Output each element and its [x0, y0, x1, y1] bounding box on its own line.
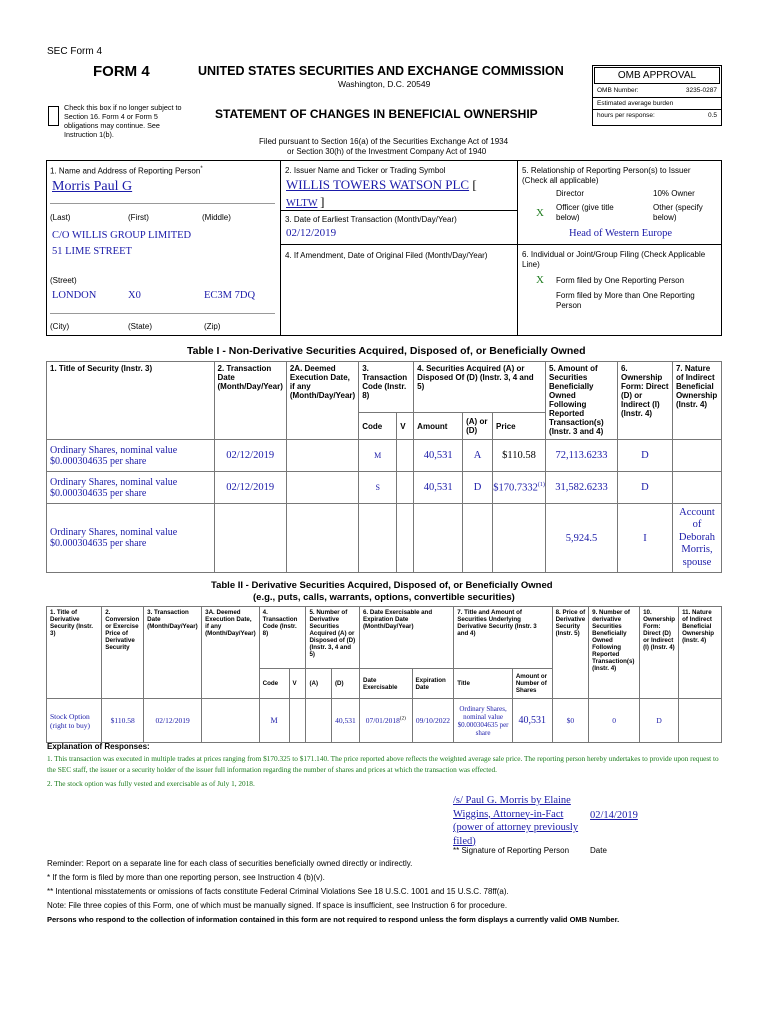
one-reporting-person-label: Form filed by One Reporting Person	[556, 276, 685, 285]
signature-label: ** Signature of Reporting Person	[453, 846, 570, 855]
t1-r2-title: Ordinary Shares, nominal value $0.000304635 per share	[47, 504, 215, 573]
t1-r2-form: I	[617, 504, 672, 573]
note-double-star: ** Intentional misstatements or omissions of facts constitute Federal Criminal Violations See 18 U.S.C. 1001 and 15 U.S.C. 78ff(a).	[47, 887, 509, 896]
officer-title: Head of Western Europe	[569, 228, 673, 239]
derivative-table	[46, 606, 722, 743]
t1-ad: (A) or (D)	[463, 413, 493, 440]
t2-r0-date: 02/12/2019	[144, 699, 202, 743]
middle-label: (Middle)	[202, 213, 231, 222]
box5-label: 5. Relationship of Reporting Person(s) to Issuer (Check all applicable)	[522, 166, 691, 185]
box1-star: *	[200, 166, 203, 172]
t2-h4: 4. Transaction Code (Instr. 8)	[259, 607, 306, 669]
t2-title: Title	[454, 669, 513, 699]
earliest-transaction-date: 02/12/2019	[286, 227, 337, 239]
first-label: (First)	[128, 213, 149, 222]
t1-r1-code: S	[359, 472, 397, 504]
omb-approval-box	[592, 65, 722, 126]
persons-respond-text: Persons who respond to the collection of information contained in this form are not required to respond unless the form displays a currently valid OMB Number.	[47, 915, 620, 924]
t1-r2-nature: Account of Deborah Morris, spouse	[672, 504, 721, 573]
t1-r1-form: D	[617, 472, 672, 504]
no-longer-subject-checkbox[interactable]	[48, 106, 59, 126]
one-person-check-mark: X	[536, 274, 544, 286]
issuer-name-link[interactable]: WILLIS TOWERS WATSON PLC	[286, 177, 470, 192]
street-label: (Street)	[50, 276, 77, 285]
t2-h3a: 3A. Deemed Execution Date, if any (Month/Day/Year)	[202, 607, 260, 699]
t1-r1-owned: 31,582.6233	[546, 472, 618, 504]
reporting-person-name[interactable]: Morris Paul G	[52, 179, 133, 194]
t2-amount: Amount or Number of Shares	[512, 669, 552, 699]
state-label: (State)	[128, 322, 153, 331]
t1-r0-owned: 72,113.6233	[546, 440, 618, 472]
t1-r1-date: 02/12/2019	[214, 472, 286, 504]
checkbox-text: Check this box if no longer subject to Section 16. Form 4 or Form 5 obligations may continue. See Instruction 1(b).	[64, 103, 182, 139]
box4-label: 4. If Amendment, Date of Original Filed (Month/Day/Year)	[285, 251, 488, 260]
t1-r1-title: Ordinary Shares, nominal value $0.000304635 per share	[47, 472, 215, 504]
date-label: Date	[590, 846, 607, 855]
ticker-close: ]	[320, 194, 325, 209]
table1-title: Table I - Non-Derivative Securities Acquired, Disposed of, or Beneficially Owned	[187, 345, 586, 357]
t2-r0-form: D	[640, 699, 679, 743]
t1-h7: 7. Nature of Indirect Beneficial Ownership (Instr. 4)	[672, 362, 721, 440]
footnote-1: 1. This transaction was executed in multiple trades at prices ranging from $170.325 to $171.140. The price reported above reflects the weighted average sale price. The reporting person hereby undertakes to provide upon request to the SEC staff, the issuer or a security holder of the issuer full information regarding the number of shares and prices at which the transaction was effected.	[47, 754, 719, 774]
last-label: (Last)	[50, 213, 71, 222]
filed-line-1: Filed pursuant to Section 16(a) of the Securities Exchange Act of 1934	[259, 137, 509, 146]
t2-h1: 1. Title of Derivative Security (Instr. 3)	[47, 607, 102, 699]
non-derivative-table	[46, 361, 722, 573]
signature-date: 02/14/2019	[590, 810, 638, 821]
t2-r0-conv: $110.58	[102, 699, 144, 743]
t2-r0-code: M	[259, 699, 289, 743]
t1-h6: 6. Ownership Form: Direct (D) or Indirect (I) (Instr. 4)	[617, 362, 672, 440]
box1-label: 1. Name and Address of Reporting Person	[50, 166, 201, 176]
footnote-2: 2. The stock option was fully vested and exercisable as of July 1, 2018.	[47, 779, 255, 788]
t2-d: (D)	[332, 669, 360, 699]
t2-h8: 8. Price of Derivative Security (Instr. 5)	[552, 607, 589, 699]
t2-h5: 5. Number of Derivative Securities Acquired (A) or Disposed of (D) (Instr. 3, 4 and 5)	[306, 607, 360, 669]
t1-h2: 2. Transaction Date (Month/Day/Year)	[214, 362, 286, 440]
zip-label: (Zip)	[204, 322, 221, 331]
t1-r0-date: 02/12/2019	[214, 440, 286, 472]
t1-r0-title: Ordinary Shares, nominal value $0.000304635 per share	[47, 440, 215, 472]
table2-title: Table II - Derivative Securities Acquired, Disposed of, or Beneficially Owned	[211, 580, 553, 591]
box2-label: 2. Issuer Name and Ticker or Trading Symbol	[285, 166, 446, 175]
officer-check-mark: X	[536, 207, 544, 219]
table-row	[47, 440, 722, 472]
omb-number: 3235-0287	[685, 87, 717, 94]
t2-h7: 7. Title and Amount of Securities Underlying Derivative Security (Instr. 3 and 4)	[454, 607, 552, 669]
t1-price: Price	[493, 413, 546, 440]
t2-h6: 6. Date Exercisable and Expiration Date (Month/Day/Year)	[359, 607, 453, 669]
t2-r0-price: $0	[552, 699, 589, 743]
t1-code: Code	[359, 413, 397, 440]
t2-expiration: Expiration Date	[412, 669, 454, 699]
city-line: Washington, D.C. 20549	[338, 79, 431, 89]
statement-title: STATEMENT OF CHANGES IN BENEFICIAL OWNERSHIP	[215, 107, 538, 121]
t2-r0-title: Stock Option (right to buy)	[47, 699, 102, 743]
t1-v: V	[397, 413, 414, 440]
ten-percent-owner-label: 10% Owner	[653, 189, 695, 198]
t1-r1-price: $170.7332	[493, 482, 538, 494]
filed-line-2: or Section 30(h) of the Investment Company Act of 1940	[287, 147, 487, 156]
note-copies: Note: File three copies of this Form, one of which must be manually signed. If space is insufficient, see Instruction 6 for procedure.	[47, 901, 508, 910]
t2-r0-under-title: Ordinary Shares, nominal value $0.000304635 per share	[454, 699, 513, 743]
reminder-text: Reminder: Report on a separate line for each class of securities beneficially owned directly or indirectly.	[47, 859, 413, 868]
t2-h10: 10. Ownership Form: Direct (D) or Indirect (I) (Instr. 4)	[640, 607, 679, 699]
signature-text[interactable]: /s/ Paul G. Morris by Elaine Wiggins, Attorney-in-Fact (power of attorney previously filed)	[453, 795, 579, 847]
t1-r2-owned: 5,924.5	[546, 504, 618, 573]
state-value: X0	[128, 290, 141, 301]
ticker-open: [	[472, 177, 477, 192]
t2-h9: 9. Number of derivative Securities Beneficially Owned Following Reported Transaction(s) (Instr. 4)	[589, 607, 640, 699]
t2-a: (A)	[306, 669, 332, 699]
t2-code: Code	[259, 669, 289, 699]
t1-r0-amount: 40,531	[414, 440, 463, 472]
t1-h4: 4. Securities Acquired (A) or Disposed Of (D) (Instr. 3, 4 and 5)	[414, 362, 546, 413]
t1-r0-price: $110.58	[502, 450, 536, 461]
form-title: FORM 4	[93, 63, 150, 80]
city-value: LONDON	[52, 290, 97, 301]
t2-h2: 2. Conversion or Exercise Price of Derivative Security	[102, 607, 144, 699]
t1-r0-code: M	[359, 440, 397, 472]
address-line-2: 51 LIME STREET	[52, 246, 132, 257]
address-line-1: C/O WILLIS GROUP LIMITED	[52, 230, 192, 241]
omb-title: OMB APPROVAL	[594, 67, 720, 84]
t2-r0-d: 40,531	[332, 699, 360, 743]
t2-v: V	[289, 669, 306, 699]
t2-exercisable: Date Exercisable	[359, 669, 412, 699]
t2-r0-exercisable: 07/01/2018	[365, 716, 400, 725]
omb-number-label: OMB Number:	[597, 87, 639, 94]
table2-subtitle: (e.g., puts, calls, warrants, options, convertible securities)	[253, 592, 515, 603]
omb-burden: Estimated average burden	[593, 97, 721, 109]
t2-h11: 11. Nature of Indirect Beneficial Ownership (Instr. 4)	[679, 607, 722, 699]
note-star: * If the form is filed by more than one reporting person, see Instruction 4 (b)(v).	[47, 873, 325, 882]
other-label: Other (specify below)	[653, 203, 703, 222]
table-row	[47, 699, 722, 743]
commission-title: UNITED STATES SECURITIES AND EXCHANGE COMMISSION	[198, 64, 564, 78]
omb-hours: 0.5	[707, 112, 717, 119]
omb-hours-label: hours per response:	[597, 112, 655, 119]
table-row	[47, 472, 722, 504]
t1-h1: 1. Title of Security (Instr. 3)	[47, 362, 215, 440]
t1-r0-form: D	[617, 440, 672, 472]
t1-h5: 5. Amount of Securities Beneficially Owned Following Reported Transaction(s) (Instr. 3 and 4)	[546, 362, 618, 440]
sec-form-label: SEC Form 4	[47, 46, 103, 57]
t1-h3: 3. Transaction Code (Instr. 8)	[359, 362, 414, 413]
t2-r0-owned: 0	[589, 699, 640, 743]
explanation-title: Explanation of Responses:	[47, 742, 150, 751]
t2-r0-ex-footnote: (2)	[399, 716, 406, 722]
more-reporting-persons-label: Form filed by More than One Reporting Person	[556, 291, 695, 310]
t1-r0-ad: A	[463, 440, 493, 472]
t1-amount: Amount	[414, 413, 463, 440]
city-label: (City)	[50, 322, 70, 331]
director-label: Director	[556, 189, 585, 198]
zip-value: EC3M 7DQ	[204, 290, 256, 301]
t1-r1-price-footnote: (1)	[537, 481, 545, 488]
table-row	[47, 504, 722, 573]
t2-r0-under-amount: 40,531	[512, 699, 552, 743]
t2-h3: 3. Transaction Date (Month/Day/Year)	[144, 607, 202, 699]
officer-label: Officer (give title below)	[556, 203, 614, 222]
box3-label: 3. Date of Earliest Transaction (Month/Day/Year)	[285, 215, 457, 224]
t2-r0-expiration: 09/10/2022	[412, 699, 454, 743]
t1-h2a: 2A. Deemed Execution Date, if any (Month/Day/Year)	[286, 362, 358, 440]
t1-r1-ad: D	[463, 472, 493, 504]
t1-r1-amount: 40,531	[414, 472, 463, 504]
ticker-link[interactable]: WLTW	[286, 198, 318, 209]
box6-label: 6. Individual or Joint/Group Filing (Check Applicable Line)	[522, 250, 706, 269]
